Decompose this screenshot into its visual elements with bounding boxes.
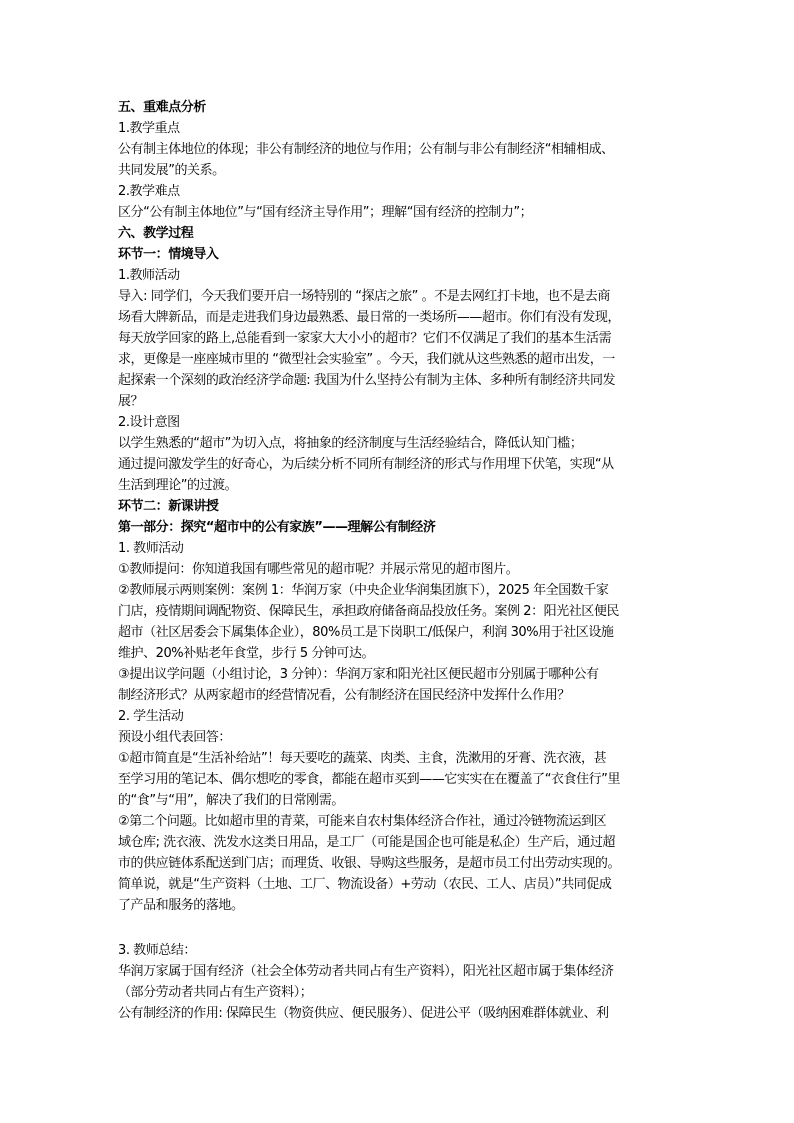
text-line: 简单说，就是“生产资料（土地、工厂、物流设备）+劳动（农民、工人、店员）”共同促成 [118, 877, 612, 892]
section-heading: 第一部分：探究“超市中的公有家族”——理解公有制经济 [118, 520, 436, 535]
text-line: ②教师展示两则案例：案例 1：华润万家（中央企业华润集团旗下），2025 年全国数千家 [118, 583, 609, 598]
text-line: 超市（社区居委会下属集体企业），80%员工是下岗职工/低保户，利润 30%用于社区设施 [118, 625, 614, 640]
text-line: 2. 学生活动 [118, 709, 184, 724]
text-line: 1. 教师活动 [118, 541, 184, 556]
text-line: 2.教学难点 [118, 184, 180, 199]
text-line: 的“食”与“用”，解决了我们的日常刚需。 [118, 793, 344, 808]
text-line: 制经济形式？从两家超市的经营情况看，公有制经济在国民经济中发挥什么作用？ [118, 688, 570, 703]
text-line: 公有制主体地位的体现；非公有制经济的地位与作用；公有制与非公有制经济“相辅相成、 [118, 142, 614, 157]
text-line: 门店，疫情期间调配物资、保障民生，承担政府储备商品投放任务。案例 2：阳光社区便民 [118, 604, 619, 619]
section-heading: 环节二：新课讲授 [118, 499, 219, 514]
text-line: ①教师提问：你知道我国有哪些常见的超市呢？并展示常见的超市图片。 [118, 562, 519, 577]
text-line: 区分“公有制主体地位”与“国有经济主导作用”；理解“国有经济的控制力”； [118, 205, 533, 220]
blank-line [118, 916, 690, 940]
text-line: 维护、20%补贴老年食堂，步行 5 分钟可达。 [118, 646, 375, 661]
text-line: ③提出议学问题（小组讨论，3 分钟）：华润万家和阳光社区便民超市分别属于哪种公有 [118, 667, 599, 682]
text-line: 华润万家属于国有经济（社会全体劳动者共同占有生产资料），阳光社区超市属于集体经济 [118, 964, 614, 979]
text-line: 公有制经济的作用: 保障民生（物资供应、便民服务）、促进公平（吸纳困难群体就业、利 [118, 1006, 609, 1021]
section-heading: 环节一：情境导入 [118, 247, 219, 262]
text-line: 1.教学重点 [118, 121, 180, 136]
document-body [118, 97, 690, 1024]
text-line: 2.设计意图 [118, 415, 180, 430]
text-line: （部分劳动者共同占有生产资料）； [118, 985, 313, 1000]
text-line: 导入: 同学们，今天我们要开启一场特别的 “探店之旅” 。不是去网红打卡地，也不是去商 [118, 289, 610, 304]
text-line: 求，更像是一座座城市里的 “微型社会实验室” 。今天，我们就从这些熟悉的超市出发，一 [118, 352, 615, 367]
text-line: 通过提问激发学生的好奇心，为后续分析不同所有制经济的形式与作用埋下伏笔，实现“从 [118, 457, 614, 472]
text-line: 生活到理论”的过渡。 [118, 478, 238, 493]
text-line: 预设小组代表回答： [118, 730, 231, 745]
text-line: 以学生熟悉的“超市”为切入点，将抽象的经济制度与生活经验结合，降低认知门槛； [118, 436, 583, 451]
text-line: 每天放学回家的路上,总能看到一家家大大小小的超市？它们不仅满足了我们的基本生活需 [118, 331, 612, 346]
text-line: 共同发展”的关系。 [118, 163, 225, 178]
section-heading: 五、重难点分析 [118, 100, 206, 115]
text-line: 3. 教师总结： [118, 943, 196, 958]
text-line: ①超市简直是“生活补给站”！每天要吃的蔬菜、肉类、主食，洗漱用的牙膏、洗衣液，甚 [118, 751, 607, 766]
text-line: 至学习用的笔记本、偶尔想吃的零食，都能在超市买到——它实实在在覆盖了“衣食住行”里 [118, 772, 621, 787]
text-line: 市的供应链体系配送到门店；而理货、收银、导购这些服务，是超市员工付出劳动实现的。 [118, 856, 621, 871]
text-line: 场看大牌新品，而是走进我们身边最熟悉、最日常的一类场所——超市。你们有没有发现， [118, 310, 621, 325]
text-line: 展？ [118, 394, 144, 409]
text-line: 起探索一个深刻的政治经济学命题: 我国为什么坚持公有制为主体、多种所有制经济共同发 [118, 373, 616, 388]
text-line: 域仓库; 洗衣液、洗发水这类日用品，是工厂（可能是国企也可能是私企）生产后，通过超 [118, 835, 616, 850]
text-line: 1.教师活动 [118, 268, 180, 283]
text-line: ②第二个问题。比如超市里的青菜，可能来自农村集体经济合作社，通过冷链物流运到区 [118, 814, 607, 829]
text-line: 了产品和服务的落地。 [118, 898, 244, 913]
section-heading: 六、教学过程 [118, 226, 194, 241]
